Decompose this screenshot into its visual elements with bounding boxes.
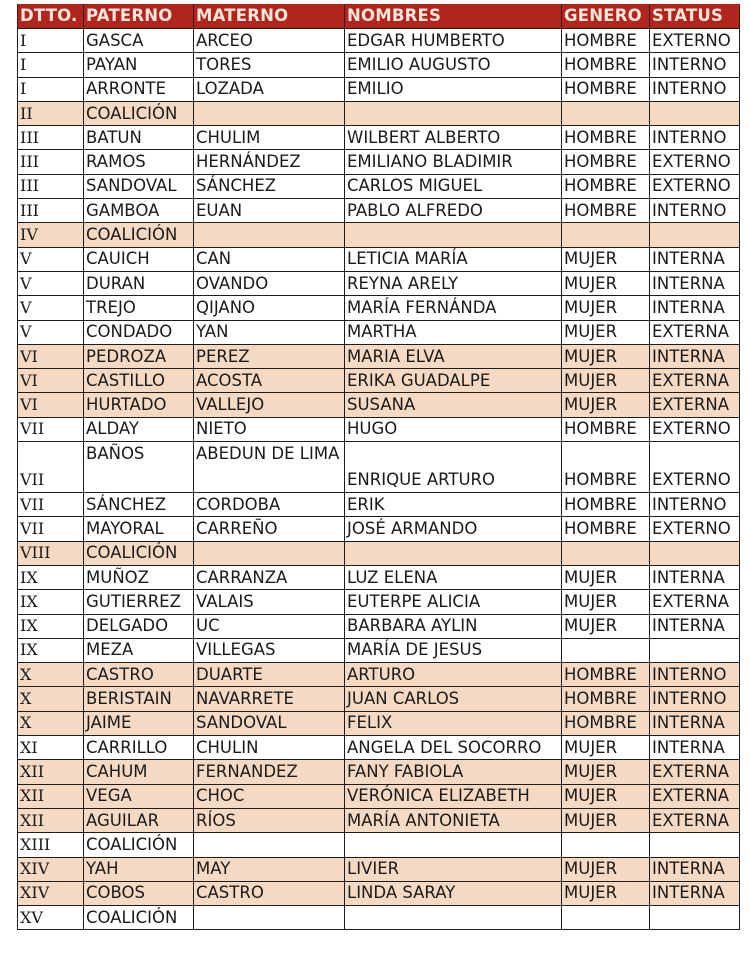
cell-status: EXTERNA [650,393,740,417]
cell-paterno: PAYAN [84,53,194,77]
cell-materno: TORES [194,53,345,77]
cell-materno: VILLEGAS [194,638,345,662]
cell-status: INTERNO [650,77,740,101]
cell-dtto: XV [18,906,84,930]
cell-materno: SÁNCHEZ [194,174,345,198]
cell-status: INTERNA [650,614,740,638]
header-row [18,4,740,29]
table-row [18,320,740,344]
cell-dtto: V [18,296,84,320]
cell-nombres: WILBERT ALBERTO [345,126,562,150]
cell-status: INTERNA [650,881,740,905]
cell-status: EXTERNO [650,442,740,493]
cell-nombres: MARÍA DE JESUS [345,638,562,662]
cell-paterno: JAIME [84,711,194,735]
table-row [18,29,740,53]
table-row [18,223,740,247]
cell-nombres: MARIA ELVA [345,344,562,368]
cell-paterno: DURAN [84,271,194,295]
cell-paterno: COALICIÓN [84,223,194,247]
cell-genero: MUJER [562,565,650,589]
cell-materno: QIJANO [194,296,345,320]
header-materno: MATERNO [194,4,345,29]
cell-materno: ARCEO [194,29,345,53]
cell-status: EXTERNO [650,517,740,541]
cell-materno: LOZADA [194,77,345,101]
cell-dtto: IX [18,590,84,614]
cell-dtto: VII [18,442,84,493]
cell-materno: CARREÑO [194,517,345,541]
table-row [18,638,740,662]
cell-status: INTERNO [650,53,740,77]
table-row [18,126,740,150]
cell-genero: MUJER [562,857,650,881]
cell-status: INTERNO [650,199,740,223]
cell-dtto: X [18,711,84,735]
cell-genero: MUJER [562,784,650,808]
cell-dtto: XI [18,736,84,760]
cell-materno [194,541,345,565]
cell-status: INTERNA [650,344,740,368]
cell-paterno: GAMBOA [84,199,194,223]
cell-paterno: COALICIÓN [84,906,194,930]
table-row [18,808,740,832]
cell-nombres: LINDA SARAY [345,881,562,905]
table-row [18,393,740,417]
cell-nombres: FANY FABIOLA [345,760,562,784]
cell-dtto: III [18,126,84,150]
cell-nombres: MARÍA FERNÁNDA [345,296,562,320]
table-row [18,687,740,711]
cell-nombres: LETICIA MARÍA [345,247,562,271]
cell-dtto: VII [18,517,84,541]
cell-materno: CHOC [194,784,345,808]
cell-paterno: COALICIÓN [84,541,194,565]
table-row [18,77,740,101]
cell-paterno: HURTADO [84,393,194,417]
cell-paterno: CAUICH [84,247,194,271]
cell-genero: MUJER [562,760,650,784]
cell-nombres: ERIK [345,493,562,517]
cell-status: INTERNO [650,493,740,517]
cell-paterno: CARRILLO [84,736,194,760]
cell-status: EXTERNA [650,320,740,344]
cell-status [650,541,740,565]
cell-nombres: EUTERPE ALICIA [345,590,562,614]
cell-dtto: XIV [18,881,84,905]
cell-genero: HOMBRE [562,199,650,223]
cell-dtto: VI [18,344,84,368]
table-row [18,369,740,393]
cell-status: INTERNO [650,663,740,687]
table-row [18,517,740,541]
cell-status: INTERNA [650,711,740,735]
table-row [18,344,740,368]
cell-dtto: XIV [18,857,84,881]
cell-paterno: PEDROZA [84,344,194,368]
cell-status: INTERNO [650,126,740,150]
cell-paterno: MEZA [84,638,194,662]
cell-status: INTERNA [650,271,740,295]
cell-dtto: I [18,29,84,53]
cell-dtto: IX [18,614,84,638]
cell-nombres: LUZ ELENA [345,565,562,589]
cell-dtto: V [18,271,84,295]
cell-genero: MUJER [562,736,650,760]
cell-genero: HOMBRE [562,29,650,53]
cell-nombres [345,906,562,930]
cell-genero [562,223,650,247]
cell-dtto: II [18,101,84,125]
cell-paterno: VEGA [84,784,194,808]
cell-nombres: ANGELA DEL SOCORRO [345,736,562,760]
header-paterno: PATERNO [84,4,194,29]
cell-materno: RÍOS [194,808,345,832]
cell-materno: CASTRO [194,881,345,905]
cell-status: EXTERNA [650,369,740,393]
header-nombres: NOMBRES [345,4,562,29]
cell-paterno: GUTIERREZ [84,590,194,614]
cell-status: EXTERNO [650,174,740,198]
cell-status [650,101,740,125]
cell-paterno: GASCA [84,29,194,53]
cell-dtto: XII [18,808,84,832]
cell-status: EXTERNO [650,150,740,174]
cell-genero [562,541,650,565]
cell-materno: CHULIM [194,126,345,150]
cell-dtto: VII [18,493,84,517]
cell-materno: HERNÁNDEZ [194,150,345,174]
table-row [18,442,740,493]
cell-paterno: COBOS [84,881,194,905]
cell-status: EXTERNA [650,760,740,784]
cell-nombres: MARÍA ANTONIETA [345,808,562,832]
table-row [18,736,740,760]
cell-status: EXTERNO [650,29,740,53]
cell-paterno: CONDADO [84,320,194,344]
cell-materno: ACOSTA [194,369,345,393]
header-genero: GENERO [562,4,650,29]
cell-paterno: AGUILAR [84,808,194,832]
cell-genero: HOMBRE [562,663,650,687]
cell-dtto: IV [18,223,84,247]
cell-genero: HOMBRE [562,442,650,493]
cell-genero [562,101,650,125]
cell-dtto: X [18,687,84,711]
cell-materno: CARRANZA [194,565,345,589]
cell-genero [562,833,650,857]
cell-genero: HOMBRE [562,126,650,150]
cell-dtto: I [18,77,84,101]
cell-genero: HOMBRE [562,150,650,174]
cell-paterno: BATUN [84,126,194,150]
cell-genero [562,638,650,662]
cell-materno: EUAN [194,199,345,223]
cell-nombres: VERÓNICA ELIZABETH [345,784,562,808]
cell-paterno: CAHUM [84,760,194,784]
cell-genero: HOMBRE [562,77,650,101]
cell-dtto: IX [18,565,84,589]
table-row [18,417,740,441]
table-row [18,663,740,687]
cell-materno: CHULIN [194,736,345,760]
cell-dtto: III [18,199,84,223]
cell-nombres: SUSANA [345,393,562,417]
cell-nombres: JUAN CARLOS [345,687,562,711]
header-status: STATUS [650,4,740,29]
cell-nombres: EMILIO [345,77,562,101]
cell-nombres: FELIX [345,711,562,735]
table-row [18,53,740,77]
cell-genero: MUJER [562,247,650,271]
cell-dtto: VI [18,369,84,393]
cell-nombres: PABLO ALFREDO [345,199,562,223]
cell-paterno: SÁNCHEZ [84,493,194,517]
cell-genero: MUJER [562,808,650,832]
cell-materno: NIETO [194,417,345,441]
table-row [18,784,740,808]
cell-dtto: VIII [18,541,84,565]
cell-genero [562,906,650,930]
cell-nombres: EMILIANO BLADIMIR [345,150,562,174]
cell-paterno: ARRONTE [84,77,194,101]
cell-materno: OVANDO [194,271,345,295]
table-row [18,247,740,271]
table-row [18,833,740,857]
cell-materno: SANDOVAL [194,711,345,735]
cell-nombres: ENRIQUE ARTURO [345,442,562,493]
cell-status: INTERNO [650,687,740,711]
cell-dtto: XII [18,784,84,808]
cell-materno: FERNANDEZ [194,760,345,784]
table-row [18,857,740,881]
cell-paterno: RAMOS [84,150,194,174]
candidates-table [17,4,740,930]
cell-materno [194,833,345,857]
cell-nombres: ERIKA GUADALPE [345,369,562,393]
cell-status [650,638,740,662]
cell-dtto: VII [18,417,84,441]
cell-genero: MUJER [562,393,650,417]
cell-paterno: SANDOVAL [84,174,194,198]
cell-nombres: REYNA ARELY [345,271,562,295]
cell-nombres [345,101,562,125]
table-row [18,101,740,125]
cell-status: INTERNA [650,857,740,881]
table-row [18,271,740,295]
cell-dtto: III [18,150,84,174]
cell-materno [194,101,345,125]
cell-paterno: BAÑOS [84,442,194,493]
cell-paterno: COALICIÓN [84,833,194,857]
cell-nombres: CARLOS MIGUEL [345,174,562,198]
cell-genero: MUJER [562,271,650,295]
cell-dtto: VI [18,393,84,417]
table-row [18,296,740,320]
cell-genero: MUJER [562,296,650,320]
cell-nombres [345,833,562,857]
cell-dtto: III [18,174,84,198]
cell-status: INTERNA [650,736,740,760]
cell-materno: PEREZ [194,344,345,368]
table-row [18,614,740,638]
cell-status: INTERNA [650,296,740,320]
table-row [18,174,740,198]
cell-genero: MUJER [562,320,650,344]
cell-materno [194,906,345,930]
cell-paterno: COALICIÓN [84,101,194,125]
header-dtto: DTTO. [18,4,84,29]
cell-nombres: EDGAR HUMBERTO [345,29,562,53]
cell-paterno: TREJO [84,296,194,320]
cell-genero: HOMBRE [562,174,650,198]
cell-genero: HOMBRE [562,53,650,77]
cell-status [650,223,740,247]
cell-materno: CAN [194,247,345,271]
cell-nombres: EMILIO AUGUSTO [345,53,562,77]
cell-paterno: DELGADO [84,614,194,638]
cell-nombres: HUGO [345,417,562,441]
cell-status [650,906,740,930]
cell-nombres: MARTHA [345,320,562,344]
cell-paterno: BERISTAIN [84,687,194,711]
cell-dtto: V [18,320,84,344]
cell-nombres [345,541,562,565]
table-row [18,493,740,517]
cell-status: EXTERNA [650,808,740,832]
cell-paterno: MAYORAL [84,517,194,541]
cell-materno: CORDOBA [194,493,345,517]
table-row [18,881,740,905]
cell-paterno: CASTILLO [84,369,194,393]
cell-status: INTERNA [650,247,740,271]
table-row [18,590,740,614]
cell-status: EXTERNA [650,590,740,614]
cell-materno: MAY [194,857,345,881]
cell-genero: MUJER [562,590,650,614]
cell-status: EXTERNO [650,417,740,441]
cell-nombres: ARTURO [345,663,562,687]
cell-materno [194,223,345,247]
table-row [18,541,740,565]
cell-materno: VALLEJO [194,393,345,417]
cell-nombres: LIVIER [345,857,562,881]
cell-genero: MUJER [562,881,650,905]
cell-status [650,833,740,857]
cell-genero: HOMBRE [562,517,650,541]
cell-paterno: ALDAY [84,417,194,441]
table-row [18,565,740,589]
cell-genero: HOMBRE [562,493,650,517]
cell-materno: ABEDUN DE LIMA [194,442,345,493]
cell-nombres [345,223,562,247]
cell-nombres: BARBARA AYLIN [345,614,562,638]
cell-materno: DUARTE [194,663,345,687]
cell-dtto: I [18,53,84,77]
cell-genero: MUJER [562,614,650,638]
cell-genero: HOMBRE [562,417,650,441]
cell-dtto: XIII [18,833,84,857]
cell-dtto: V [18,247,84,271]
cell-dtto: XII [18,760,84,784]
table-row [18,150,740,174]
table-row [18,906,740,930]
cell-status: EXTERNA [650,784,740,808]
cell-paterno: YAH [84,857,194,881]
cell-paterno: CASTRO [84,663,194,687]
cell-genero: MUJER [562,369,650,393]
cell-materno: YAN [194,320,345,344]
cell-status: INTERNA [650,565,740,589]
cell-dtto: X [18,663,84,687]
table-row [18,711,740,735]
cell-genero: HOMBRE [562,711,650,735]
table-row [18,760,740,784]
table-row [18,199,740,223]
cell-materno: NAVARRETE [194,687,345,711]
cell-genero: HOMBRE [562,687,650,711]
cell-materno: UC [194,614,345,638]
cell-paterno: MUÑOZ [84,565,194,589]
cell-genero: MUJER [562,344,650,368]
table-body [18,29,740,930]
cell-nombres: JOSÉ ARMANDO [345,517,562,541]
cell-dtto: IX [18,638,84,662]
cell-materno: VALAIS [194,590,345,614]
